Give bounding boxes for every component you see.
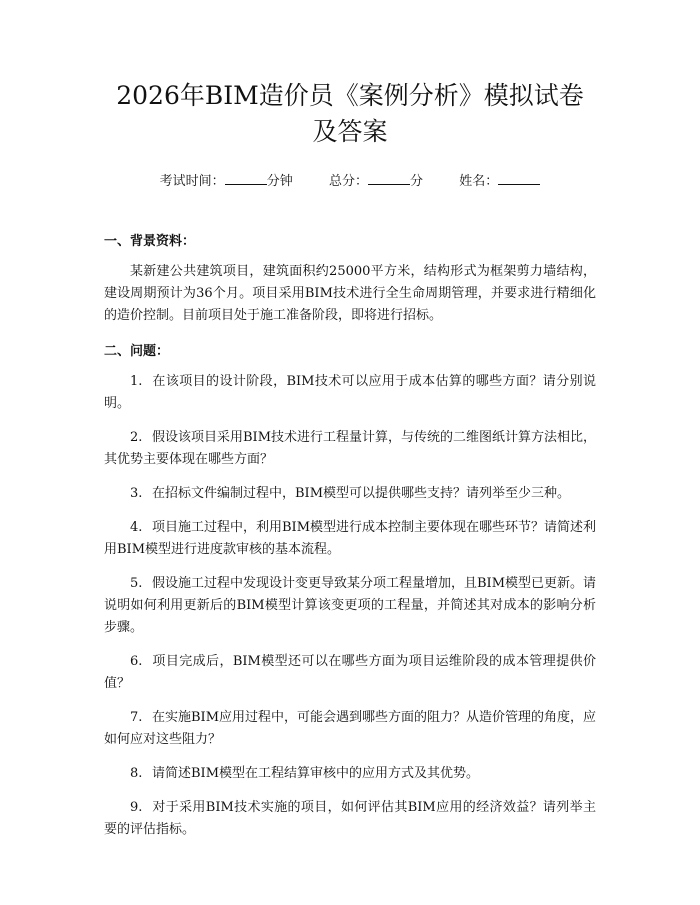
- question-text: 项目施工过程中，利用BIM模型进行成本控制主要体现在哪些环节？请简述利用BIM模型进行进度款审核的基本流程。: [104, 520, 596, 557]
- question-item: [104, 707, 596, 751]
- question-item: [104, 763, 596, 785]
- question-number: 7.: [130, 710, 143, 725]
- question-item: [104, 427, 596, 471]
- question-text: 假设该项目采用BIM技术进行工程量计算，与传统的二维图纸计算方法相比，其优势主要体现在哪些方面？: [104, 430, 596, 467]
- name-blank: [498, 172, 540, 185]
- question-number: 6.: [130, 654, 143, 669]
- score-unit: 分: [410, 174, 424, 189]
- question-number: 9.: [130, 800, 143, 815]
- background-paragraph: 某新建公共建筑项目，建筑面积约25000平方米，结构形式为框架剪力墙结构，建设周期预计为36个月。项目采用BIM技术进行全生命周期管理，并要求进行精细化的造价控制。目前项目处于施工准备阶段，即将进行招标。: [104, 264, 596, 323]
- question-number: 1.: [130, 374, 143, 389]
- question-text: 项目完成后，BIM模型还可以在哪些方面为项目运维阶段的成本管理提供价值？: [104, 654, 596, 691]
- section-background-heading: 一、背景资料：: [104, 234, 196, 249]
- name-label: 姓名：: [459, 174, 499, 189]
- question-number: 5.: [130, 576, 143, 591]
- time-label: 考试时间：: [159, 174, 225, 189]
- question-text: 对于采用BIM技术实施的项目，如何评估其BIM应用的经济效益？请列举主要的评估指标。: [104, 800, 596, 837]
- score-blank: [368, 172, 410, 185]
- question-item: [104, 797, 596, 841]
- question-text: 在招标文件编制过程中，BIM模型可以提供哪些支持？请列举至少三种。: [152, 486, 570, 501]
- time-blank: [225, 172, 267, 185]
- question-text: 在该项目的设计阶段，BIM技术可以应用于成本估算的哪些方面？请分别说明。: [104, 374, 596, 411]
- question-number: 2.: [130, 430, 143, 445]
- question-text: 假设施工过程中发现设计变更导致某分项工程量增加，且BIM模型已更新。请说明如何利用更新后的BIM模型计算该变更项的工程量，并简述其对成本的影响分析步骤。: [104, 576, 596, 635]
- question-number: 3.: [130, 486, 143, 501]
- score-label: 总分：: [328, 174, 368, 189]
- question-item: [104, 651, 596, 695]
- question-list: [104, 371, 596, 841]
- question-item: [104, 573, 596, 639]
- question-text: 在实施BIM应用过程中，可能会遇到哪些方面的阻力？从造价管理的角度，应如何应对这些阻力？: [104, 710, 596, 747]
- exam-info-line: [104, 172, 596, 191]
- question-text: 请简述BIM模型在工程结算审核中的应用方式及其优势。: [152, 766, 479, 781]
- page-title: 2026年BIM造价员《案例分析》模拟试卷及答案: [116, 81, 584, 146]
- question-item: [104, 517, 596, 561]
- question-number: 4.: [130, 520, 143, 535]
- section-questions-heading: 二、问题：: [104, 344, 170, 359]
- question-number: 8.: [130, 766, 143, 781]
- question-item: [104, 371, 596, 415]
- time-unit: 分钟: [266, 174, 293, 189]
- question-item: [104, 483, 596, 505]
